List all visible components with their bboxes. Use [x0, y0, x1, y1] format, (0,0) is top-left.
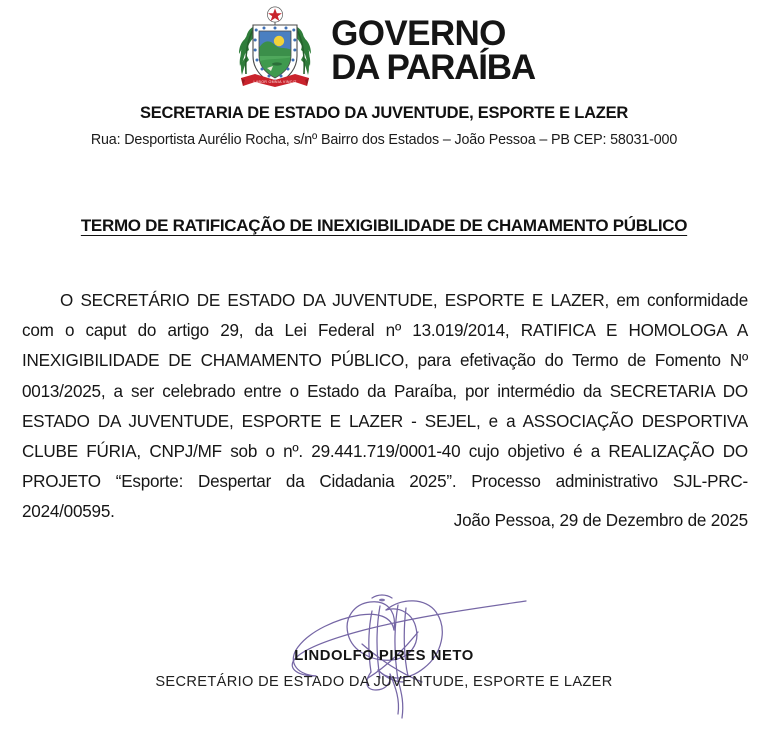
- wordmark-line-1: GOVERNO: [331, 14, 506, 54]
- svg-text:LABOR OMNIA VINCIT: LABOR OMNIA VINCIT: [253, 80, 297, 85]
- date-line: João Pessoa, 29 de Dezembro de 2025: [453, 511, 748, 530]
- document-title: [0, 216, 768, 236]
- star-emblem: [267, 7, 282, 22]
- signer-role: SECRETÁRIO DE ESTADO DA JUVENTUDE, ESPORTE E LAZER: [155, 674, 613, 690]
- wordmark-line-2: DA PARAÍBA: [331, 48, 535, 87]
- brasao-paraiba-icon: [233, 6, 317, 94]
- organization-address: Rua: Desportista Aurélio Rocha, s/nº Bairro dos Estados – João Pessoa – PB CEP: 58031-000: [90, 132, 678, 148]
- signer-name: LINDOLFO PIRES NETO: [294, 648, 474, 664]
- signer-block: [0, 648, 768, 690]
- organization-header: [0, 104, 768, 148]
- gov-wordmark: [331, 14, 535, 87]
- document-title-text: TERMO DE RATIFICAÇÃO DE INEXIGIBILIDADE DE CHAMAMENTO PÚBLICO: [80, 216, 688, 235]
- letterhead: [0, 6, 768, 94]
- handwritten-signature-icon: [268, 548, 528, 720]
- document-body-paragraph: O SECRETÁRIO DE ESTADO DA JUVENTUDE, ESPORTE E LAZER, em conformidade com o caput do artigo 29, da Lei Federal nº 13.019/2014, RATIFICA E HOMOLOGA A INEXIGIBILIDADE DE CHAMAMENTO PÚBLICO, para efetivação do Termo de Fomento Nº 0013/2025, a ser celebrado entre o Estado da Paraíba, por intermédio da SECRETARIA DO ESTADO DA JUVENTUDE, ESPORTE E LAZER - SEJEL, e a ASSOCIAÇÃO DESPORTIVA CLUBE FÚRIA, CNPJ/MF sob o nº. 29.441.719/0001-40 cujo objetivo é a REALIZAÇÃO DO PROJETO “Esporte: Despertar da Cidadania 2025”. Processo administrativo SJL-PRC-2024/00595.: [22, 291, 748, 522]
- signature-area: [0, 548, 768, 728]
- organization-name: SECRETARIA DE ESTADO DA JUVENTUDE, ESPORTE E LAZER: [139, 104, 629, 122]
